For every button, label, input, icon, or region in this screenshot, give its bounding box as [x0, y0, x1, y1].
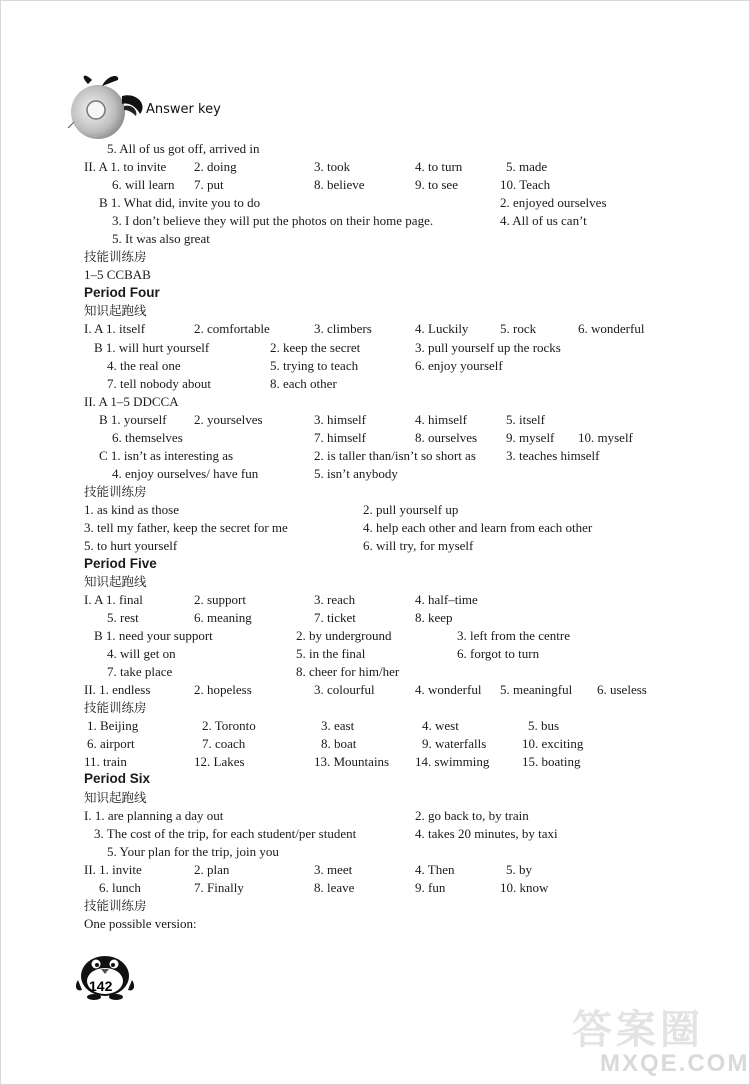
answer-text: 6. will try, for myself	[363, 538, 474, 553]
answer-text: 8. cheer for him/her	[296, 664, 400, 679]
answer-text: 2. by underground	[296, 628, 392, 643]
answer-text: 1–5 CCBAB	[84, 267, 151, 282]
answer-text: 10. exciting	[522, 736, 584, 751]
answer-text: 3. climbers	[314, 321, 372, 336]
answer-text: 8. leave	[314, 880, 355, 895]
answer-text: 4. himself	[415, 412, 467, 427]
answer-text: 5. rock	[500, 321, 537, 336]
answer-text: 3. tell my father, keep the secret for me	[84, 520, 288, 535]
answer-text: 6. forgot to turn	[457, 646, 540, 661]
answer-text: 11. train	[84, 754, 127, 769]
answer-text: 5. in the final	[296, 646, 366, 661]
answer-text: 5. by	[506, 862, 532, 877]
section-heading: Period Four	[84, 285, 160, 300]
answer-text: 7. Finally	[194, 880, 244, 895]
answer-text: 1. as kind as those	[84, 502, 179, 517]
answer-text: 6. airport	[87, 736, 135, 751]
answer-text: 3. I don’t believe they will put the photos on their home page.	[112, 213, 434, 228]
answer-text: 12. Lakes	[194, 754, 245, 769]
answer-text: 4. All of us can’t	[500, 213, 587, 228]
answer-text: 8. each other	[270, 376, 337, 391]
answer-text: 2. hopeless	[194, 682, 252, 697]
answer-text: 4. takes 20 minutes, by taxi	[415, 826, 558, 841]
answer-text: 7. tell nobody about	[107, 376, 211, 391]
page-number: 142	[89, 978, 113, 994]
answer-text: 6. useless	[597, 682, 647, 697]
answer-text: 6. themselves	[112, 430, 183, 445]
answer-text: 7. ticket	[314, 610, 356, 625]
answer-text: 5. Your plan for the trip, join you	[107, 844, 279, 859]
answer-text: 6. enjoy yourself	[415, 358, 503, 373]
answer-text: 2. keep the secret	[270, 340, 361, 355]
answer-text: 3. teaches himself	[506, 448, 600, 463]
answer-text: 10. know	[500, 880, 549, 895]
answer-text: I. 1. are planning a day out	[84, 808, 224, 823]
answer-text: 7. take place	[107, 664, 173, 679]
section-label: 知识起跑线	[84, 303, 147, 318]
section-label: 技能训练房	[84, 700, 147, 715]
answer-text: I. A 1. final	[84, 592, 143, 607]
watermark-text: MXQE.COM	[600, 1050, 750, 1077]
answer-text: 2. Toronto	[202, 718, 256, 733]
answer-text: II. A 1. to invite	[84, 159, 167, 174]
answer-text: 4. the real one	[107, 358, 181, 373]
answer-text: B 1. will hurt yourself	[94, 340, 210, 355]
answer-text: 2. support	[194, 592, 246, 607]
answer-text: 4. Luckily	[415, 321, 469, 336]
page-header-title: Answer key	[146, 102, 221, 117]
answer-text: 10. myself	[578, 430, 633, 445]
answer-text: 4. help each other and learn from each other	[363, 520, 593, 535]
answer-text: II. 1. invite	[84, 862, 142, 877]
answer-text: One possible version:	[84, 916, 197, 931]
answer-text: 1. Beijing	[87, 718, 139, 733]
answer-text: 8. keep	[415, 610, 453, 625]
answer-text: 2. enjoyed ourselves	[500, 195, 607, 210]
section-label: 知识起跑线	[84, 790, 147, 805]
answer-text: 10. Teach	[500, 177, 551, 192]
section-heading: Period Five	[84, 556, 157, 571]
answer-text: II. A 1–5 DDCCA	[84, 394, 179, 409]
answer-text: 9. to see	[415, 177, 458, 192]
answer-text: 2. plan	[194, 862, 230, 877]
section-heading: Period Six	[84, 771, 151, 786]
answer-text: 5. itself	[506, 412, 545, 427]
answer-text: 4. enjoy ourselves/ have fun	[112, 466, 259, 481]
answer-text: 2. comfortable	[194, 321, 270, 336]
answer-text: 3. himself	[314, 412, 366, 427]
answer-text: B 1. need your support	[94, 628, 213, 643]
answer-text: II. 1. endless	[84, 682, 151, 697]
answer-text: 3. left from the centre	[457, 628, 570, 643]
answer-text: 15. boating	[522, 754, 581, 769]
orange-logo-icon	[66, 70, 156, 142]
answer-text: 5. trying to teach	[270, 358, 359, 373]
answer-text: 8. believe	[314, 177, 365, 192]
answer-text: 9. myself	[506, 430, 555, 445]
answer-text: 4. west	[422, 718, 459, 733]
answer-text: 5. made	[506, 159, 548, 174]
section-label: 技能训练房	[84, 484, 147, 499]
answer-text: 2. is taller than/isn’t so short as	[314, 448, 476, 463]
answer-text: 3. east	[321, 718, 355, 733]
answer-text: 9. waterfalls	[422, 736, 487, 751]
answer-text: 3. The cost of the trip, for each student/per student	[94, 826, 357, 841]
answer-text: 7. put	[194, 177, 224, 192]
answer-text: 3. pull yourself up the rocks	[415, 340, 561, 355]
answer-text: 6. lunch	[99, 880, 141, 895]
answer-text: 13. Mountains	[314, 754, 390, 769]
answer-text: 5. bus	[528, 718, 560, 733]
answer-text: 3. meet	[314, 862, 353, 877]
answer-text: 4. to turn	[415, 159, 463, 174]
section-label: 技能训练房	[84, 249, 147, 264]
answer-text: 5. meaningful	[500, 682, 573, 697]
answer-text: 5. isn’t anybody	[314, 466, 398, 481]
section-label: 知识起跑线	[84, 574, 147, 589]
section-label: 技能训练房	[84, 898, 147, 913]
answer-text: 4. Then	[415, 862, 455, 877]
answer-text: 2. pull yourself up	[363, 502, 459, 517]
answer-text: 5. All of us got off, arrived in	[107, 141, 260, 156]
watermark-logo: 答案圈	[572, 1007, 704, 1053]
answer-text: 6. will learn	[112, 177, 175, 192]
answer-text: B 1. yourself	[99, 412, 167, 427]
answer-text: 8. boat	[321, 736, 357, 751]
penguin-mascot-icon	[74, 950, 136, 1002]
answer-text: 3. colourful	[314, 682, 375, 697]
answer-text: 7. coach	[202, 736, 246, 751]
answer-text: 3. took	[314, 159, 351, 174]
answer-text: 4. wonderful	[415, 682, 482, 697]
answer-text: 14. swimming	[415, 754, 490, 769]
answer-text: 2. doing	[194, 159, 237, 174]
answer-text: 8. ourselves	[415, 430, 478, 445]
answer-text: 2. yourselves	[194, 412, 263, 427]
answer-text: 3. reach	[314, 592, 356, 607]
answer-text: 4. will get on	[107, 646, 176, 661]
answer-text: 2. go back to, by train	[415, 808, 529, 823]
answer-text: C 1. isn’t as interesting as	[99, 448, 234, 463]
answer-text: 4. half–time	[415, 592, 478, 607]
answer-text: B 1. What did, invite you to do	[99, 195, 261, 210]
answer-text: 6. wonderful	[578, 321, 645, 336]
answer-text: 6. meaning	[194, 610, 252, 625]
answer-text: 5. It was also great	[112, 231, 210, 246]
answer-text: 9. fun	[415, 880, 446, 895]
answer-text: 7. himself	[314, 430, 366, 445]
answer-text: 5. to hurt yourself	[84, 538, 178, 553]
answer-text: I. A 1. itself	[84, 321, 146, 336]
answer-text: 5. rest	[107, 610, 139, 625]
